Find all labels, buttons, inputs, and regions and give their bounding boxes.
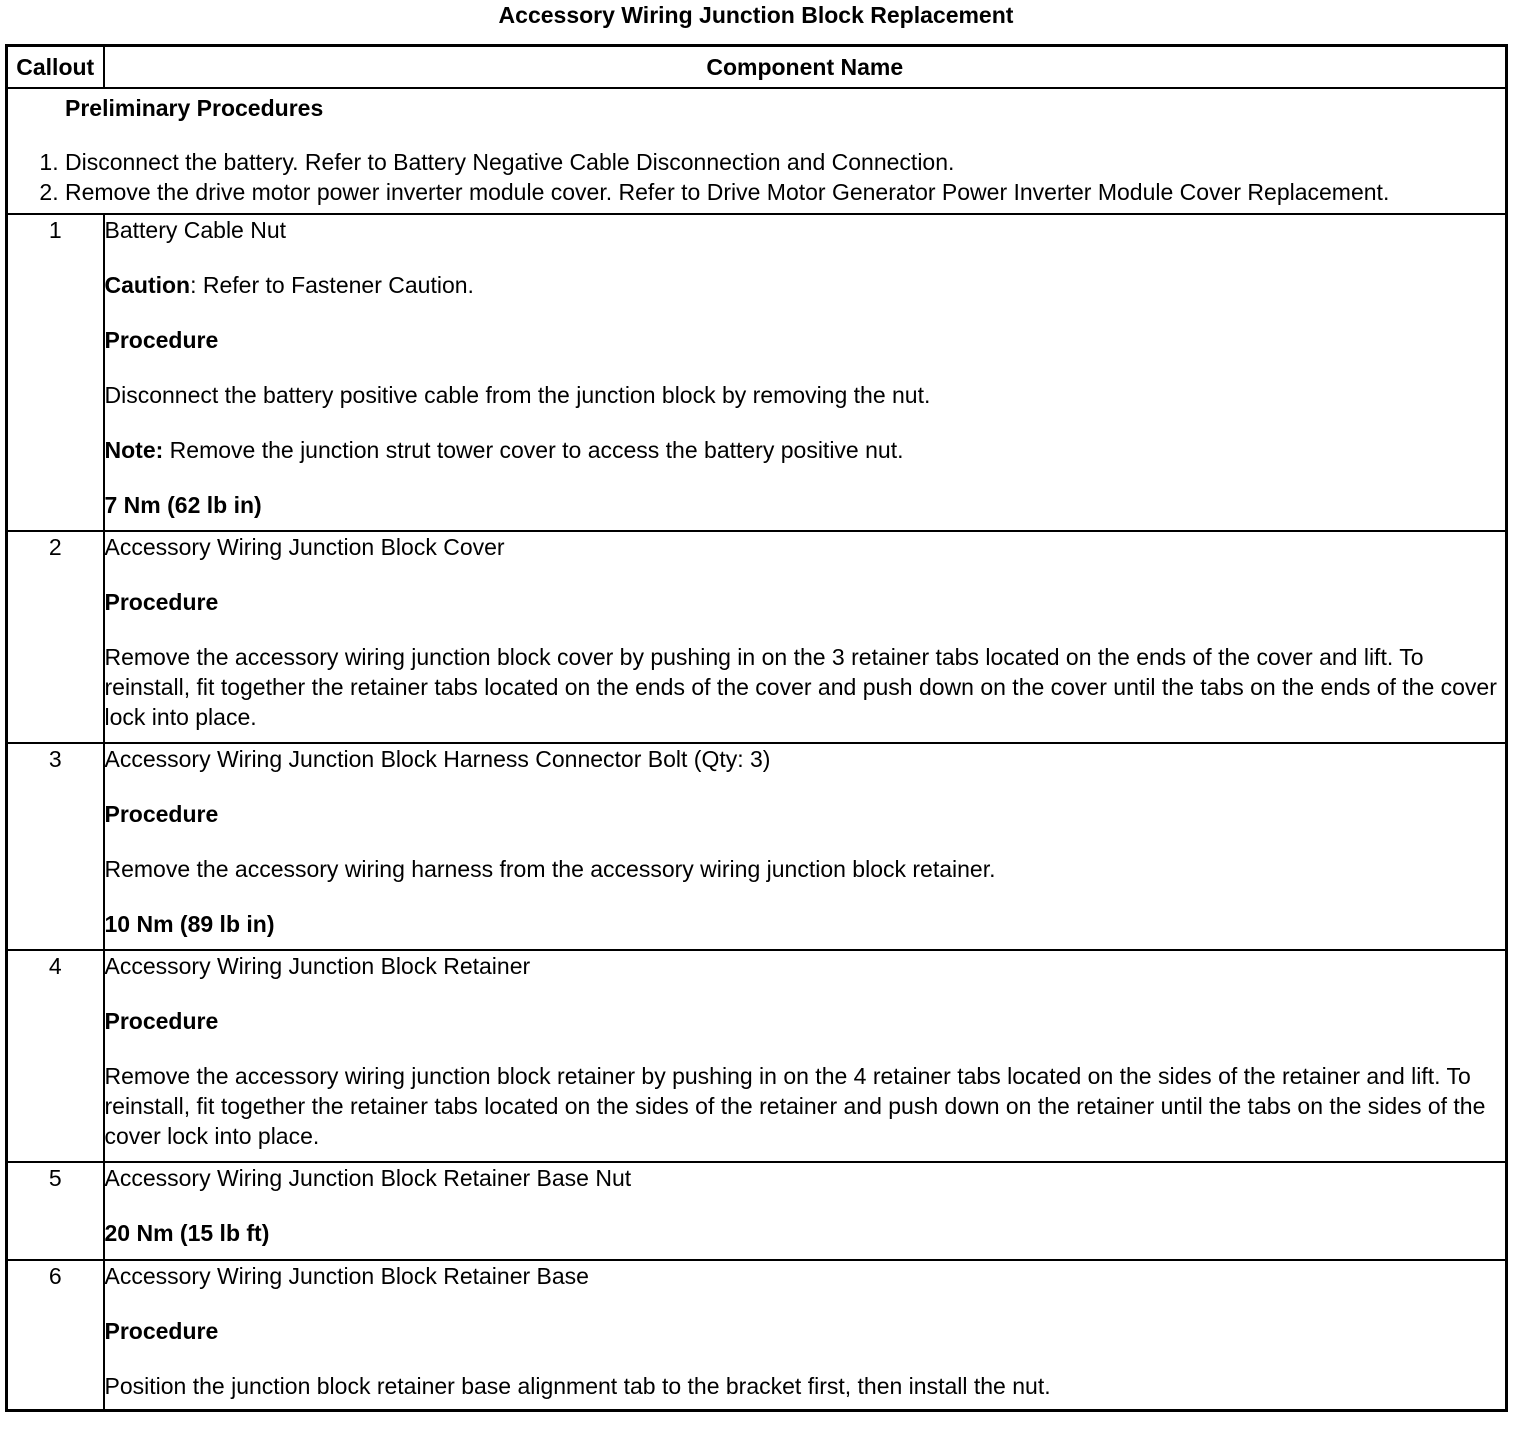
component-cell xyxy=(104,1162,1507,1260)
callout-number: 6 xyxy=(7,1260,104,1410)
page-title: Accessory Wiring Junction Block Replacement xyxy=(498,2,1014,28)
component-name: Accessory Wiring Junction Block Cover xyxy=(104,534,505,560)
torque-spec: 10 Nm (89 lb in) xyxy=(104,911,275,937)
preliminary-row xyxy=(7,88,1507,214)
table-row xyxy=(7,214,1507,531)
table-row xyxy=(7,1260,1507,1410)
table-row xyxy=(7,743,1507,950)
component-cell xyxy=(104,950,1507,1162)
component-cell xyxy=(104,743,1507,950)
component-cell xyxy=(104,1260,1507,1410)
procedure-label: Procedure xyxy=(104,327,219,353)
procedure-text: Remove the accessory wiring junction block cover by pushing in on the 3 retainer tabs located on the ends of the cover and lift. To reinstall, fit together the retainer tabs located on the ends of the cover and push down on the cover until the tabs on the ends of the cover lock into place. xyxy=(104,644,1497,730)
procedure-label: Procedure xyxy=(104,589,219,615)
procedure-label: Procedure xyxy=(104,1318,219,1344)
callout-header: Callout xyxy=(7,46,104,89)
note-label: Note: xyxy=(104,437,164,463)
procedure-text: Position the junction block retainer base alignment tab to the bracket first, then install the nut. xyxy=(104,1373,1051,1399)
preliminary-heading: Preliminary Procedures xyxy=(65,95,324,121)
component-name: Accessory Wiring Junction Block Retainer Base xyxy=(104,1263,589,1289)
component-name: Accessory Wiring Junction Block Harness Connector Bolt (Qty: 3) xyxy=(104,746,771,772)
caution xyxy=(105,270,1506,300)
torque-spec: 7 Nm (62 lb in) xyxy=(104,492,262,518)
component-name: Accessory Wiring Junction Block Retainer Base Nut xyxy=(104,1165,632,1191)
caution-label: Caution xyxy=(104,272,191,298)
table-row xyxy=(7,531,1507,743)
note xyxy=(105,435,1506,465)
procedure-label: Procedure xyxy=(104,801,219,827)
callout-number: 1 xyxy=(7,214,104,531)
procedure-text: Remove the accessory wiring junction block retainer by pushing in on the 4 retainer tabs located on the sides of the retainer and lift. To reinstall, fit together the retainer tabs located on the sides of the retainer and push down on the retainer until the tabs on the sides of the cover lock into place. xyxy=(104,1063,1486,1149)
callout-number: 5 xyxy=(7,1162,104,1260)
table-row xyxy=(7,1162,1507,1260)
component-cell xyxy=(104,531,1507,743)
table-row xyxy=(7,950,1507,1162)
preliminary-procedures xyxy=(7,88,1507,214)
preliminary-step: 2. Remove the drive motor power inverter module cover. Refer to Drive Motor Generator Power Inverter Module Cover Replacement. xyxy=(65,177,1497,207)
component-name-header: Component Name xyxy=(104,46,1507,89)
torque-spec: 20 Nm (15 lb ft) xyxy=(104,1220,270,1246)
component-name: Battery Cable Nut xyxy=(104,217,287,243)
callout-number: 4 xyxy=(7,950,104,1162)
callout-number: 2 xyxy=(7,531,104,743)
procedure-table xyxy=(5,44,1508,1412)
note-text: Remove the junction strut tower cover to access the battery positive nut. xyxy=(163,437,904,463)
procedure-text: Disconnect the battery positive cable from the junction block by removing the nut. xyxy=(104,382,931,408)
procedure-text: Remove the accessory wiring harness from the accessory wiring junction block retainer. xyxy=(104,856,996,882)
caution-text: : Refer to Fastener Caution. xyxy=(190,272,474,298)
callout-number: 3 xyxy=(7,743,104,950)
preliminary-step: 1. Disconnect the battery. Refer to Battery Negative Cable Disconnection and Connection. xyxy=(65,147,1497,177)
component-name: Accessory Wiring Junction Block Retainer xyxy=(104,953,531,979)
procedure-label: Procedure xyxy=(104,1008,219,1034)
component-cell xyxy=(104,214,1507,531)
table-header-row xyxy=(7,46,1507,89)
preliminary-steps xyxy=(28,147,1497,207)
